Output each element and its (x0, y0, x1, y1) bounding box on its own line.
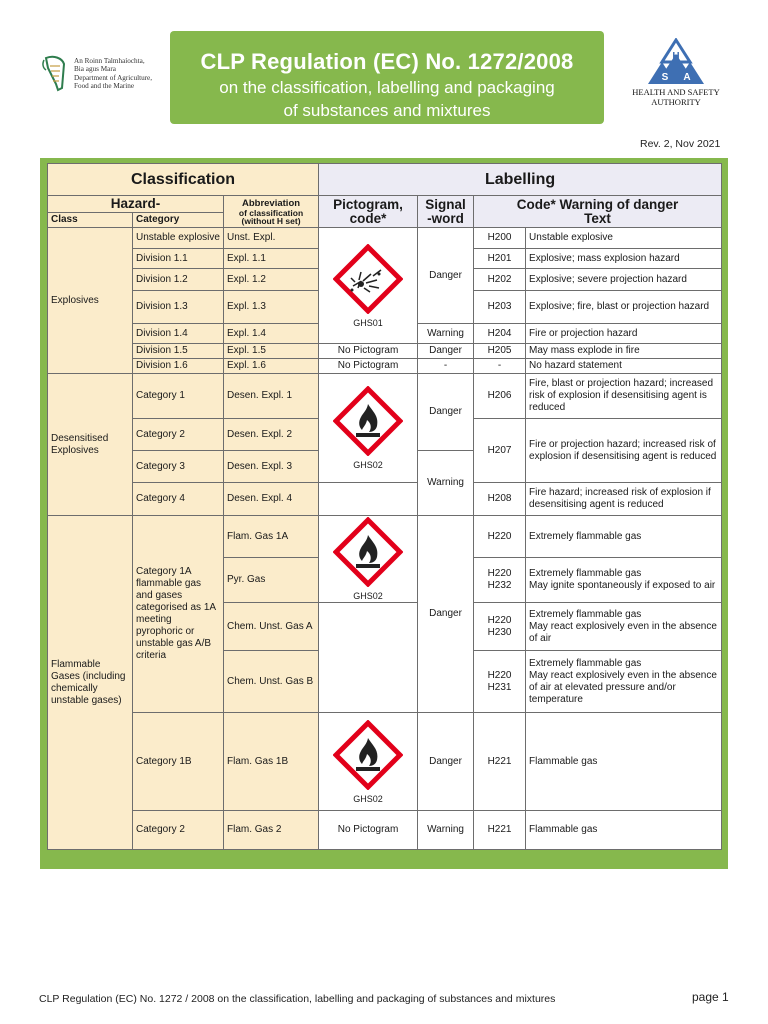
hazard-code-cell: H206 (474, 374, 526, 419)
abbr-cell: Desen. Expl. 1 (224, 374, 319, 419)
category-1a-cell: Category 1A flammable gas and gases categorised as 1A meeting pyrophoric or unstable gas A/B criteria (133, 516, 224, 713)
category-cell: Category 2 (133, 811, 224, 850)
signal-word-cell: Danger (418, 713, 474, 811)
signal-word-cell: Danger (418, 344, 474, 359)
hsa-name (622, 87, 730, 107)
hazard-text-cell: Fire hazard; increased risk of explosion if desensitising agent is reduced (526, 483, 722, 516)
classification-header: Classification (48, 164, 319, 196)
abbreviation-line2: of classification (238, 207, 304, 218)
table-row (48, 516, 722, 558)
signal-word-cell: Danger (418, 516, 474, 713)
category-cell: Category 1 (133, 374, 224, 419)
signal-word-cell: - (418, 359, 474, 374)
hazard-text-cell: May mass explode in fire (526, 344, 722, 359)
pictogram-header-line1: Pictogram, (333, 196, 403, 212)
hazard-text-cell: Unstable explosive (526, 228, 722, 249)
page-number: page 1 (692, 990, 729, 1004)
abbr-cell: Desen. Expl. 2 (224, 419, 319, 451)
flame-icon (333, 720, 403, 790)
dept-line: Department of Agriculture, (74, 73, 153, 82)
abbr-cell: Expl. 1.3 (224, 291, 319, 324)
category-cell: Category 2 (133, 419, 224, 451)
pictogram-ghs02-cell (319, 713, 418, 811)
hazard-code-cell: H220 (474, 516, 526, 558)
abbreviation-header (224, 196, 319, 228)
abbr-cell: Expl. 1.6 (224, 359, 319, 374)
no-pictogram-cell: No Pictogram (319, 811, 418, 850)
table-row (48, 344, 722, 359)
pictogram-empty-cell (319, 483, 418, 516)
hazard-text-cell: Extremely flammable gas May react explosively even in the absence of air (526, 603, 722, 651)
abbr-cell: Chem. Unst. Gas B (224, 651, 319, 713)
category-cell: Division 1.2 (133, 269, 224, 291)
dept-line: Food and the Marine (74, 82, 135, 91)
hazard-text-cell: Explosive; fire, blast or projection hazard (526, 291, 722, 324)
dept-line: Bia agus Mara (74, 65, 116, 74)
category-cell: Category 4 (133, 483, 224, 516)
no-pictogram-cell: No Pictogram (319, 344, 418, 359)
category-cell: Division 1.3 (133, 291, 224, 324)
signal-word-cell: Warning (418, 324, 474, 344)
table-row (48, 811, 722, 850)
abbr-cell: Chem. Unst. Gas A (224, 603, 319, 651)
abbreviation-line3: (without H set) (241, 215, 301, 226)
class-col-header: Class (48, 213, 133, 228)
table-row (48, 374, 722, 419)
pictogram-header-line2: code* (349, 210, 387, 226)
signal-word-header (418, 196, 474, 228)
hazard-code-cell: H220 H232 (474, 558, 526, 603)
class-desensitised: Desensitised Explosives (48, 374, 133, 516)
hazard-code-cell: H200 (474, 228, 526, 249)
hsa-letter-h: H (672, 51, 680, 62)
abbr-cell: Expl. 1.4 (224, 324, 319, 344)
table-row (48, 483, 722, 516)
pictogram-code: GHS01 (353, 317, 383, 328)
pictogram-header (319, 196, 418, 228)
labelling-header: Labelling (319, 164, 722, 196)
hazard-header: Hazard- (48, 196, 224, 213)
revision-label: Rev. 2, Nov 2021 (640, 138, 721, 150)
category-cell: Division 1.5 (133, 344, 224, 359)
abbr-cell: Unst. Expl. (224, 228, 319, 249)
pictogram-ghs02-cell (319, 516, 418, 603)
abbreviation-line1: Abbreviation (241, 197, 301, 209)
table-row (48, 359, 722, 374)
hazard-text-cell: Flammable gas (526, 811, 722, 850)
hazard-text-cell: Extremely flammable gas May ignite spontaneously if exposed to air (526, 558, 722, 603)
abbr-cell: Desen. Expl. 4 (224, 483, 319, 516)
hazard-code-cell: H221 (474, 811, 526, 850)
table-row (48, 713, 722, 811)
flame-icon (333, 386, 403, 456)
page-subtitle-line2: of substances and mixtures (283, 101, 491, 120)
abbr-cell: Desen. Expl. 3 (224, 451, 319, 483)
hazard-code-cell: H203 (474, 291, 526, 324)
clp-table (47, 163, 722, 850)
dept-line: An Roinn Talmhaíochta, (74, 57, 145, 65)
signal-header-line1: Signal (425, 196, 466, 212)
hazard-text-cell: Fire, blast or projection hazard; increased risk of explosion if desensitising agent is reduced (526, 374, 722, 419)
hazard-code-cell: H221 (474, 713, 526, 811)
hazard-code-cell: H201 (474, 249, 526, 269)
hazard-text-cell: Flammable gas (526, 713, 722, 811)
pictogram-code: GHS02 (353, 460, 383, 470)
hazard-text-cell: No hazard statement (526, 359, 722, 374)
class-explosives: Explosives (48, 228, 133, 374)
abbr-cell: Flam. Gas 2 (224, 811, 319, 850)
abbr-cell: Pyr. Gas (224, 558, 319, 603)
signal-word-cell: Warning (418, 451, 474, 516)
hazard-code-cell: H220 H230 (474, 603, 526, 651)
hazard-text-cell: Explosive; mass explosion hazard (526, 249, 722, 269)
no-pictogram-cell: No Pictogram (319, 359, 418, 374)
category-cell: Category 3 (133, 451, 224, 483)
warning-header (474, 196, 722, 228)
hsa-line2: AUTHORITY (651, 97, 701, 107)
table-row (48, 228, 722, 249)
pictogram-code: GHS02 (353, 591, 383, 601)
abbr-cell: Expl. 1.2 (224, 269, 319, 291)
warning-header-line1: Code* Warning of danger (516, 196, 679, 212)
category-cell: Division 1.4 (133, 324, 224, 344)
abbr-cell: Expl. 1.1 (224, 249, 319, 269)
exploding-bomb-icon (333, 244, 403, 314)
category-cell: Division 1.1 (133, 249, 224, 269)
signal-word-cell: Warning (418, 811, 474, 850)
pictogram-ghs01-cell (319, 228, 418, 344)
page-subtitle-line1: on the classification, labelling and packaging (219, 78, 555, 97)
abbr-cell: Flam. Gas 1A (224, 516, 319, 558)
hazard-text-cell: Fire or projection hazard; increased risk of explosion if desensitising agent is reduced (526, 419, 722, 483)
hazard-code-cell: H207 (474, 419, 526, 483)
signal-header-line2: -word (427, 210, 464, 226)
hsa-letter-a: A (683, 72, 691, 83)
footer-text: CLP Regulation (EC) No. 1272 / 2008 on the classification, labelling and packaging of substances and mixtures (39, 993, 556, 1005)
hsa-letter-s: S (661, 72, 669, 83)
hsa-line1: HEALTH AND SAFETY (632, 87, 720, 97)
signal-word-cell: Danger (418, 374, 474, 451)
hazard-text-cell: Extremely flammable gas May react explosively even in the absence of air at elevated pressure and/or temperature (526, 651, 722, 713)
pictogram-code: GHS02 (353, 793, 383, 804)
hazard-text-cell: Fire or projection hazard (526, 324, 722, 344)
hazard-text-cell: Explosive; severe projection hazard (526, 269, 722, 291)
harp-icon (40, 54, 68, 92)
category-cell: Division 1.6 (133, 359, 224, 374)
page-title: CLP Regulation (EC) No. 1272/2008 (200, 49, 574, 74)
warning-header-line2: Text (584, 210, 611, 226)
hazard-code-cell: H205 (474, 344, 526, 359)
class-flammable-gases: Flammable Gases (including chemically unstable gases) (48, 516, 133, 850)
pictogram-ghs02-cell (319, 374, 418, 483)
category-cell: Category 1B (133, 713, 224, 811)
category-col-header: Category (133, 213, 224, 228)
hazard-code-cell: H202 (474, 269, 526, 291)
abbr-cell: Expl. 1.5 (224, 344, 319, 359)
hazard-code-cell: H204 (474, 324, 526, 344)
department-name (74, 57, 152, 91)
signal-word-cell: Danger (418, 228, 474, 324)
hazard-code-cell: - (474, 359, 526, 374)
title-banner (170, 31, 604, 124)
hazard-code-cell: H208 (474, 483, 526, 516)
abbr-cell: Flam. Gas 1B (224, 713, 319, 811)
flame-icon (333, 517, 403, 587)
department-logo (40, 52, 170, 96)
category-cell: Unstable explosive (133, 228, 224, 249)
pictogram-empty-cell (319, 603, 418, 713)
hazard-text-cell: Extremely flammable gas (526, 516, 722, 558)
hazard-code-cell: H220 H231 (474, 651, 526, 713)
